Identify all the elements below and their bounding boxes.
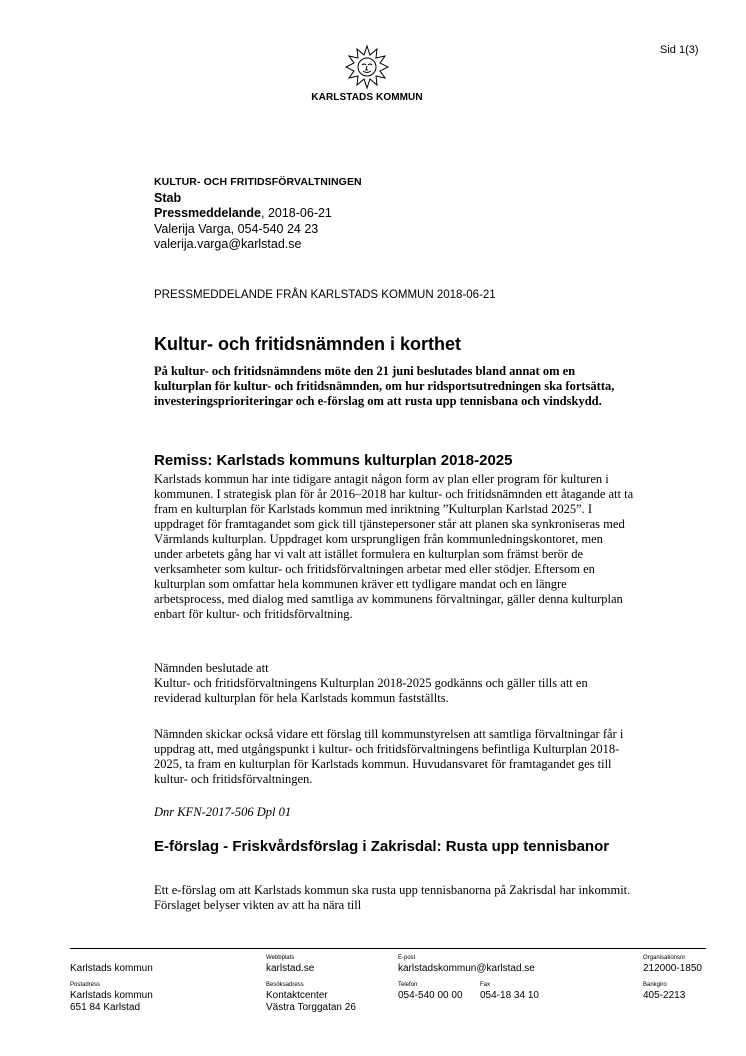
decision-intro: Nämnden beslutade att <box>154 661 269 675</box>
doc-type-line <box>154 206 362 222</box>
sender-block <box>154 175 362 253</box>
footer-postal-line2: 651 84 Karlstad <box>70 1002 141 1013</box>
department-name: KULTUR- OCH FRITIDSFÖRVALTNINGEN <box>154 176 362 188</box>
unit-name: Stab <box>154 190 182 205</box>
footer-visit-line2: Västra Torggatan 26 <box>266 1002 356 1013</box>
footer-bankgiro: 405-2213 <box>643 990 686 1001</box>
section1-title: Remiss: Karlstads kommuns kulturplan 2018-2025 <box>154 452 513 469</box>
footer-phone-label: Telefon <box>398 982 418 988</box>
contact-email[interactable]: valerija.varga@karlstad.se <box>154 237 302 251</box>
sun-logo-icon <box>344 44 390 90</box>
footer-visit-line1: Kontaktcenter <box>266 990 328 1001</box>
footer-email-label: E-post <box>398 955 416 961</box>
footer-postal-line1: Karlstads kommun <box>70 990 153 1001</box>
doc-date: , 2018-06-21 <box>261 206 332 220</box>
proposal-paragraph: Nämnden skickar också vidare ett förslag till kommunstyrelsen att samtliga förvaltningar får i uppdrag att, med utgångspunkt i kultur- och fritidsförvaltningens befintliga Kulturplan 2018-2025, ta fram en kulturplan för Karlstads kommun. Huvudansvaret för framtagandet ges till kultur- och fritidsförvaltningen. <box>154 727 624 786</box>
press-release-line: PRESSMEDDELANDE FRÅN KARLSTADS KOMMUN 2018-06-21 <box>154 289 496 301</box>
document-reference: Dnr KFN-2017-506 Dpl 01 <box>154 805 292 819</box>
footer-divider <box>70 948 706 949</box>
lead-paragraph: På kultur- och fritidsnämndens möte den 21 juni beslutades bland annat om en kulturplan för kultur- och fritidsnämnden, om hur ridsportsutredningen ska fortsätta, investeringsprioriteringar och e-förslag om att rusta upp tennisbana och vindskydd. <box>154 364 615 408</box>
contact-line: Valerija Varga, 054-540 24 23 <box>154 221 319 236</box>
page-title: Kultur- och fritidsnämnden i korthet <box>154 334 462 354</box>
footer-web[interactable]: karlstad.se <box>266 963 315 974</box>
footer-web-label: Webbplats <box>266 955 295 961</box>
section2-body: Ett e-förslag om att Karlstads kommun ska rusta upp tennisbanorna på Zakrisdal har inkommit. Förslaget belyser vikten av att ha nära till <box>154 883 631 912</box>
decision-text: Kultur- och fritidsförvaltningens Kulturplan 2018-2025 godkänns och gäller tills att en reviderad kulturplan för hela Karlstads kommun fastställts. <box>154 676 588 705</box>
doc-type: Pressmeddelande <box>154 206 261 220</box>
footer-name: Karlstads kommun <box>70 963 153 974</box>
footer-postal-label: Postadress <box>70 982 101 988</box>
footer-orgnr-label: Organisationsnr <box>643 955 686 961</box>
decision-block <box>154 661 634 706</box>
footer-fax: 054-18 34 10 <box>480 990 539 1001</box>
section1-body: Karlstads kommun har inte tidigare antagit någon form av plan eller program för kulturen i kommunen. I strategisk plan för år 2016–2018 har kultur- och fritidsnämnden ett åtagande att ta fram en kulturplan för Karlstads kommun med inriktning ”Kulturplan Karlstad 2025”. I uppdraget för framtagandet som gick till tjänstepersoner står att planen ska synkroniseras med Värmlands kulturplan. Uppdraget kom ursprungligen från kommunledningskontoret, men under arbetets gång har vi valt att istället formulera en kulturplan som främst berör de verksamheter som kultur- och fritidsförvaltningen arbetar med eller stödjer. Eftersom en kulturplan som omfattar hela kommunen kräver ett tydligare mandat och en längre arbetsprocess, med dialog med samtliga av kommunens förvaltningar, gäller denna kulturplan enbart för kultur- och fritidsförvaltning. <box>154 472 634 621</box>
section2-title: E-förslag - Friskvårdsförslag i Zakrisdal: Rusta upp tennisbanor <box>154 838 610 855</box>
footer-bankgiro-label: Bankgiro <box>643 982 667 988</box>
footer-phone: 054-540 00 00 <box>398 990 463 1001</box>
page-indicator: Sid 1(3) <box>660 44 699 56</box>
footer-orgnr: 212000-1850 <box>643 963 702 974</box>
organization-name: KARLSTADS KOMMUN <box>311 92 423 103</box>
footer-email[interactable]: karlstadskommun@karlstad.se <box>398 963 535 974</box>
footer-visit-label: Besöksadress <box>266 982 304 988</box>
footer-fax-label: Fax <box>480 982 491 988</box>
